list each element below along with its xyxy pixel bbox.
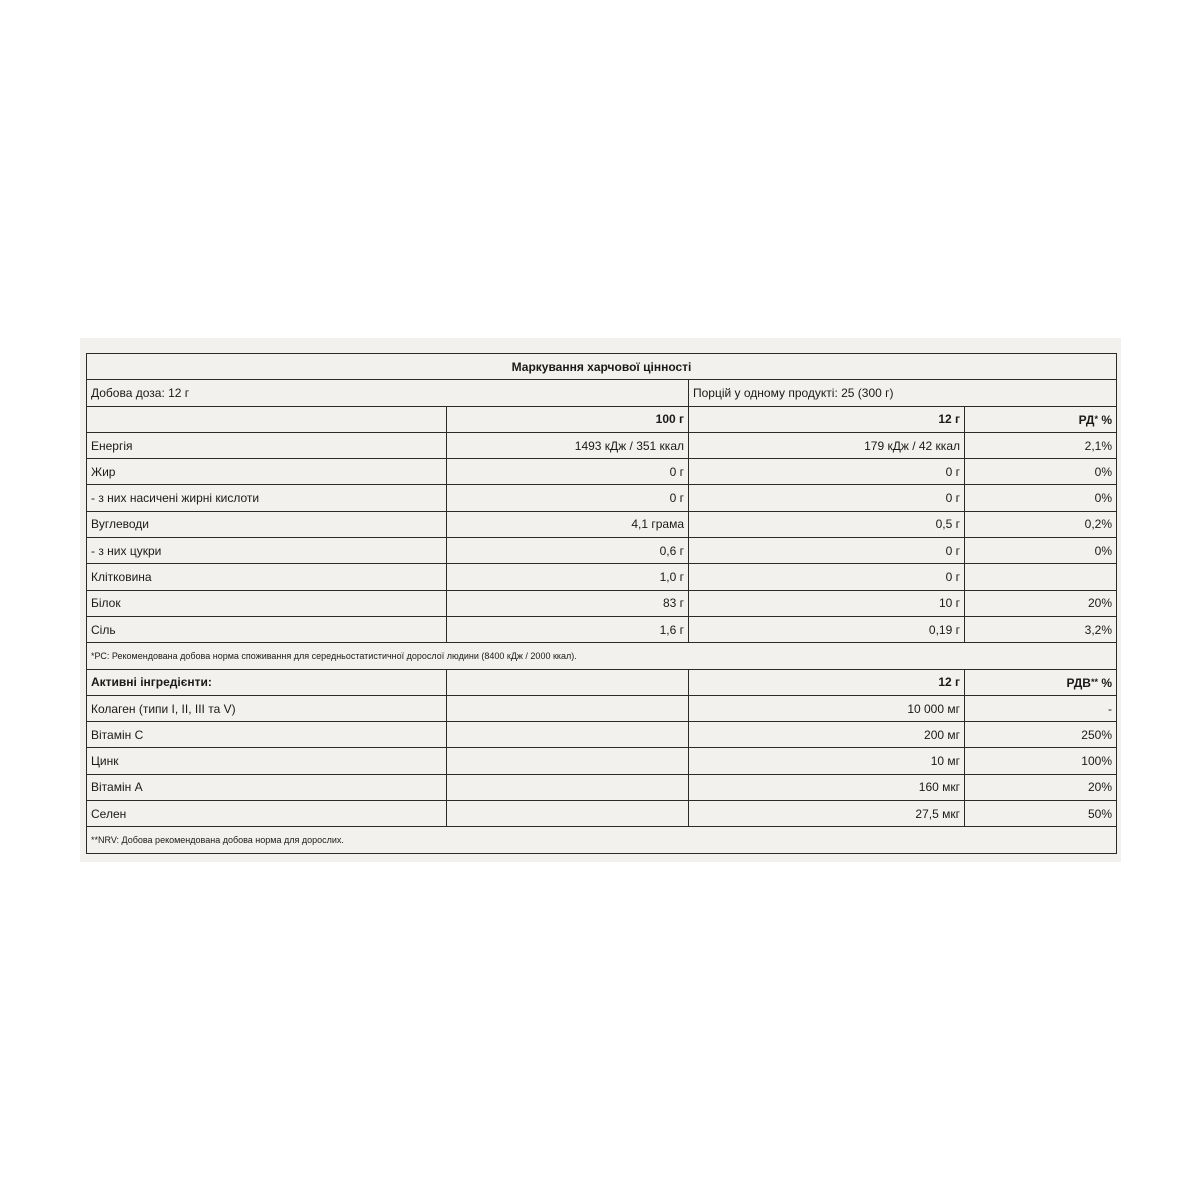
rd-value: 20% (965, 590, 1117, 616)
active-header-12g: 12 г (689, 669, 965, 695)
table-row (87, 616, 1117, 642)
per-12g-value: 0,5 г (689, 511, 965, 537)
ingredient-name: Колаген (типи I, II, III та V) (87, 695, 447, 721)
per-100g-value: 1493 кДж / 351 ккал (447, 432, 689, 458)
active-header-rdv (965, 669, 1117, 695)
table-row (87, 564, 1117, 590)
active-header-empty (447, 669, 689, 695)
per-100g-value: 0,6 г (447, 538, 689, 564)
rd-value: 0% (965, 538, 1117, 564)
footnote-row (87, 643, 1117, 669)
per-12g-value: 0,19 г (689, 616, 965, 642)
nutrient-name: Енергія (87, 432, 447, 458)
nutrient-name: Жир (87, 459, 447, 485)
active-header-rdv-sup: ** (1090, 676, 1098, 687)
ingredient-name: Селен (87, 801, 447, 827)
nrv-footnote: **NRV: Добова рекомендована добова норма для дорослих. (87, 827, 1117, 853)
empty-cell (447, 722, 689, 748)
table-row (87, 511, 1117, 537)
per-100g-value: 0 г (447, 459, 689, 485)
ingredient-amount: 200 мг (689, 722, 965, 748)
per-100g-value: 83 г (447, 590, 689, 616)
ingredient-amount: 27,5 мкг (689, 801, 965, 827)
ingredient-name: Вітамін С (87, 722, 447, 748)
rd-value (965, 564, 1117, 590)
rd-value: 2,1% (965, 432, 1117, 458)
active-ingredients-heading: Активні інгредієнти: (87, 669, 447, 695)
header-rd-label: РД (1078, 412, 1095, 427)
rdv-value: 20% (965, 774, 1117, 800)
empty-cell (447, 695, 689, 721)
rd-value: 0% (965, 459, 1117, 485)
ingredient-amount: 10 мг (689, 748, 965, 774)
ingredient-name: Вітамін А (87, 774, 447, 800)
per-12g-value: 0 г (689, 564, 965, 590)
per-100g-value: 4,1 грама (447, 511, 689, 537)
rdv-value: - (965, 695, 1117, 721)
per-12g-value: 0 г (689, 485, 965, 511)
table-row (87, 590, 1117, 616)
header-empty (87, 406, 447, 432)
per-12g-value: 10 г (689, 590, 965, 616)
rdv-value: 50% (965, 801, 1117, 827)
header-per-100g: 100 г (447, 406, 689, 432)
ingredient-name: Цинк (87, 748, 447, 774)
rd-footnote: *РС: Рекомендована добова норма споживання для середньостатистичної дорослої людини (8400 кДж / 2000 ккал). (87, 643, 1117, 669)
nutrient-name: Вуглеводи (87, 511, 447, 537)
active-header-rdv-label: РДВ (1066, 675, 1091, 690)
per-12g-value: 0 г (689, 459, 965, 485)
nutrition-table (86, 353, 1117, 854)
dose-row (87, 380, 1117, 406)
nutrient-name: Клітковина (87, 564, 447, 590)
empty-cell (447, 801, 689, 827)
nutrient-name: Сіль (87, 616, 447, 642)
ingredient-amount: 10 000 мг (689, 695, 965, 721)
title-row (87, 354, 1117, 380)
empty-cell (447, 774, 689, 800)
active-header-rdv-unit: % (1097, 675, 1112, 690)
per-100g-value: 1,6 г (447, 616, 689, 642)
header-rd-unit: % (1097, 412, 1112, 427)
table-row (87, 774, 1117, 800)
nutrient-name: Білок (87, 590, 447, 616)
table-title: Маркування харчової цінності (87, 354, 1117, 380)
per-12g-value: 0 г (689, 538, 965, 564)
table-row (87, 801, 1117, 827)
table-row (87, 695, 1117, 721)
rd-value: 3,2% (965, 616, 1117, 642)
header-per-12g: 12 г (689, 406, 965, 432)
nutrient-name: - з них насичені жирні кислоти (87, 485, 447, 511)
table-row (87, 538, 1117, 564)
table-row (87, 459, 1117, 485)
table-row (87, 432, 1117, 458)
header-rd-sup: * (1094, 413, 1098, 424)
per-12g-value: 179 кДж / 42 ккал (689, 432, 965, 458)
rd-value: 0% (965, 485, 1117, 511)
nutrient-name: - з них цукри (87, 538, 447, 564)
per-100g-value: 1,0 г (447, 564, 689, 590)
footnote-row (87, 827, 1117, 853)
table-row (87, 722, 1117, 748)
nutrition-panel (80, 338, 1121, 862)
empty-cell (447, 748, 689, 774)
column-header-row (87, 406, 1117, 432)
table-row (87, 748, 1117, 774)
header-rd (965, 406, 1117, 432)
rdv-value: 100% (965, 748, 1117, 774)
per-100g-value: 0 г (447, 485, 689, 511)
table-row (87, 485, 1117, 511)
active-header-row (87, 669, 1117, 695)
rdv-value: 250% (965, 722, 1117, 748)
rd-value: 0,2% (965, 511, 1117, 537)
servings-count: Порцій у одному продукті: 25 (300 г) (689, 380, 1117, 406)
ingredient-amount: 160 мкг (689, 774, 965, 800)
daily-dose: Добова доза: 12 г (87, 380, 689, 406)
